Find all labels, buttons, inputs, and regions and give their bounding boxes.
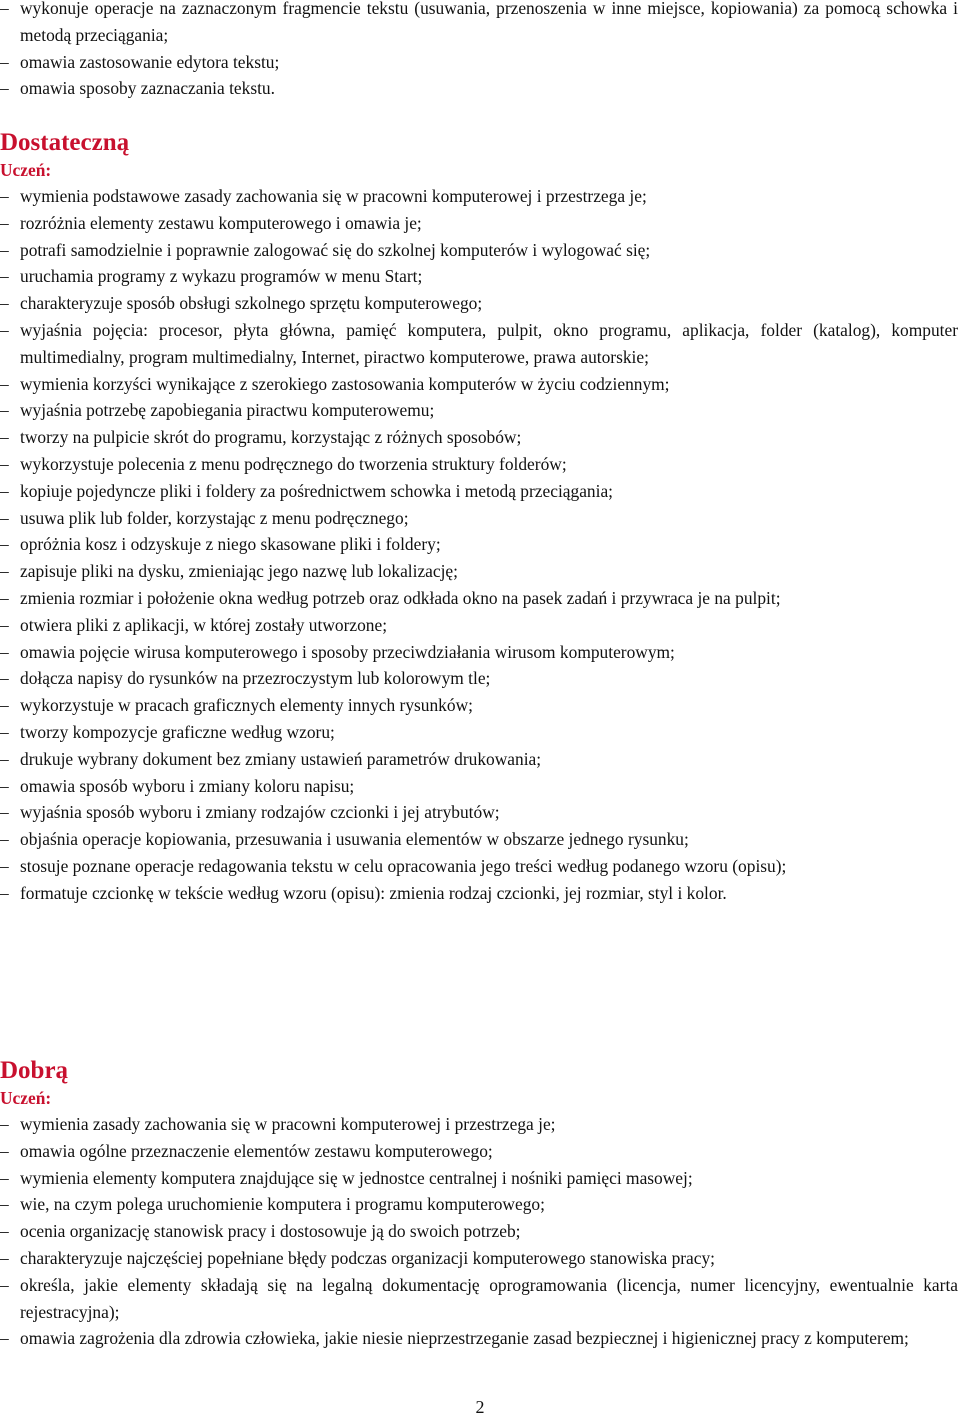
requirements-list bbox=[0, 183, 958, 907]
list-item: – wie, na czym polega uruchomienie komputera i programu komputerowego; bbox=[0, 1191, 958, 1218]
section-heading: Dostateczną bbox=[0, 129, 130, 156]
list-item: – dołącza napisy do rysunków na przezroczystym lub kolorowym tle; bbox=[0, 665, 958, 692]
list-item: – wyjaśnia pojęcia: procesor, płyta główna, pamięć komputera, pulpit, okno programu, aplikacja, folder (katalog), komputer multimedialny, program multimedialny, Internet, piractwo komputerowe, prawa autorskie; bbox=[0, 317, 958, 371]
list-item: – ocenia organizację stanowisk pracy i dostosowuje ją do swoich potrzeb; bbox=[0, 1218, 958, 1245]
list-item: – omawia ogólne przeznaczenie elementów zestawu komputerowego; bbox=[0, 1138, 958, 1165]
list-item: – wykorzystuje polecenia z menu podręcznego do tworzenia struktury folderów; bbox=[0, 451, 958, 478]
section-continuation bbox=[0, 0, 958, 102]
list-item: – tworzy na pulpicie skrót do programu, korzystając z różnych sposobów; bbox=[0, 424, 958, 451]
list-item: – omawia sposoby zaznaczania tekstu. bbox=[0, 75, 958, 102]
list-item: – wykorzystuje w pracach graficznych elementy innych rysunków; bbox=[0, 692, 958, 719]
list-item: – kopiuje pojedyncze pliki i foldery za pośrednictwem schowka i metodą przeciągania; bbox=[0, 478, 958, 505]
list-item: – objaśnia operacje kopiowania, przesuwania i usuwania elementów w obszarze jednego rysunku; bbox=[0, 826, 958, 853]
requirements-list bbox=[0, 1111, 958, 1352]
list-item: – charakteryzuje sposób obsługi szkolnego sprzętu komputerowego; bbox=[0, 290, 958, 317]
list-item: – wymienia podstawowe zasady zachowania się w pracowni komputerowej i przestrzega je; bbox=[0, 183, 958, 210]
list-item: – wykonuje operacje na zaznaczonym fragmencie tekstu (usuwania, przenoszenia w inne miejsce, kopiowania) za pomocą schowka i metodą przeciągania; bbox=[0, 0, 958, 49]
list-item: – otwiera pliki z aplikacji, w której zostały utworzone; bbox=[0, 612, 958, 639]
requirements-list bbox=[0, 0, 958, 102]
list-item: – wymienia elementy komputera znajdujące się w jednostce centralnej i nośniki pamięci masowej; bbox=[0, 1165, 958, 1192]
list-item: – wymienia korzyści wynikające z szerokiego zastosowania komputerów w życiu codziennym; bbox=[0, 371, 958, 398]
list-item: – drukuje wybrany dokument bez zmiany ustawień parametrów drukowania; bbox=[0, 746, 958, 773]
list-item: – wyjaśnia sposób wyboru i zmiany rodzajów czcionki i jej atrybutów; bbox=[0, 799, 958, 826]
list-item: – tworzy kompozycje graficzne według wzoru; bbox=[0, 719, 958, 746]
page-number: 2 bbox=[475, 1397, 485, 1417]
section-heading: Dobrą bbox=[0, 1057, 69, 1084]
list-item: – rozróżnia elementy zestawu komputerowego i omawia je; bbox=[0, 210, 958, 237]
list-item: – omawia pojęcie wirusa komputerowego i sposoby przeciwdziałania wirusom komputerowym; bbox=[0, 639, 958, 666]
list-item: – omawia zagrożenia dla zdrowia człowieka, jakie niesie nieprzestrzeganie zasad bezpiecznej i higienicznej pracy z komputerem; bbox=[0, 1325, 958, 1352]
section-dobra bbox=[0, 1057, 958, 1352]
list-item: – zapisuje pliki na dysku, zmieniając jego nazwę lub lokalizację; bbox=[0, 558, 958, 585]
list-item: – wyjaśnia potrzebę zapobiegania piractwu komputerowemu; bbox=[0, 397, 958, 424]
section-subheading: Uczeń: bbox=[0, 1088, 52, 1108]
list-item: – uruchamia programy z wykazu programów w menu Start; bbox=[0, 263, 958, 290]
list-item: – zmienia rozmiar i położenie okna według potrzeb oraz odkłada okno na pasek zadań i przywraca je na pulpit; bbox=[0, 585, 958, 612]
list-item: – usuwa plik lub folder, korzystając z menu podręcznego; bbox=[0, 505, 958, 532]
list-item: – formatuje czcionkę w tekście według wzoru (opisu): zmienia rodzaj czcionki, jej rozmiar, styl i kolor. bbox=[0, 880, 958, 907]
list-item: – opróżnia kosz i odzyskuje z niego skasowane pliki i foldery; bbox=[0, 531, 958, 558]
list-item: – potrafi samodzielnie i poprawnie zalogować się do szkolnej komputerów i wylogować się; bbox=[0, 237, 958, 264]
list-item: – charakteryzuje najczęściej popełniane błędy podczas organizacji komputerowego stanowiska pracy; bbox=[0, 1245, 958, 1272]
section-subheading: Uczeń: bbox=[0, 160, 52, 180]
section-dostateczna bbox=[0, 129, 958, 907]
list-item: – wymienia zasady zachowania się w pracowni komputerowej i przestrzega je; bbox=[0, 1111, 958, 1138]
list-item: – stosuje poznane operacje redagowania tekstu w celu opracowania jego treści według podanego wzoru (opisu); bbox=[0, 853, 958, 880]
list-item: – omawia zastosowanie edytora tekstu; bbox=[0, 49, 958, 76]
list-item: – omawia sposób wyboru i zmiany koloru napisu; bbox=[0, 773, 958, 800]
list-item: – określa, jakie elementy składają się na legalną dokumentację oprogramowania (licencja, numer licencyjny, ewentualnie karta rejestracyjna); bbox=[0, 1272, 958, 1326]
